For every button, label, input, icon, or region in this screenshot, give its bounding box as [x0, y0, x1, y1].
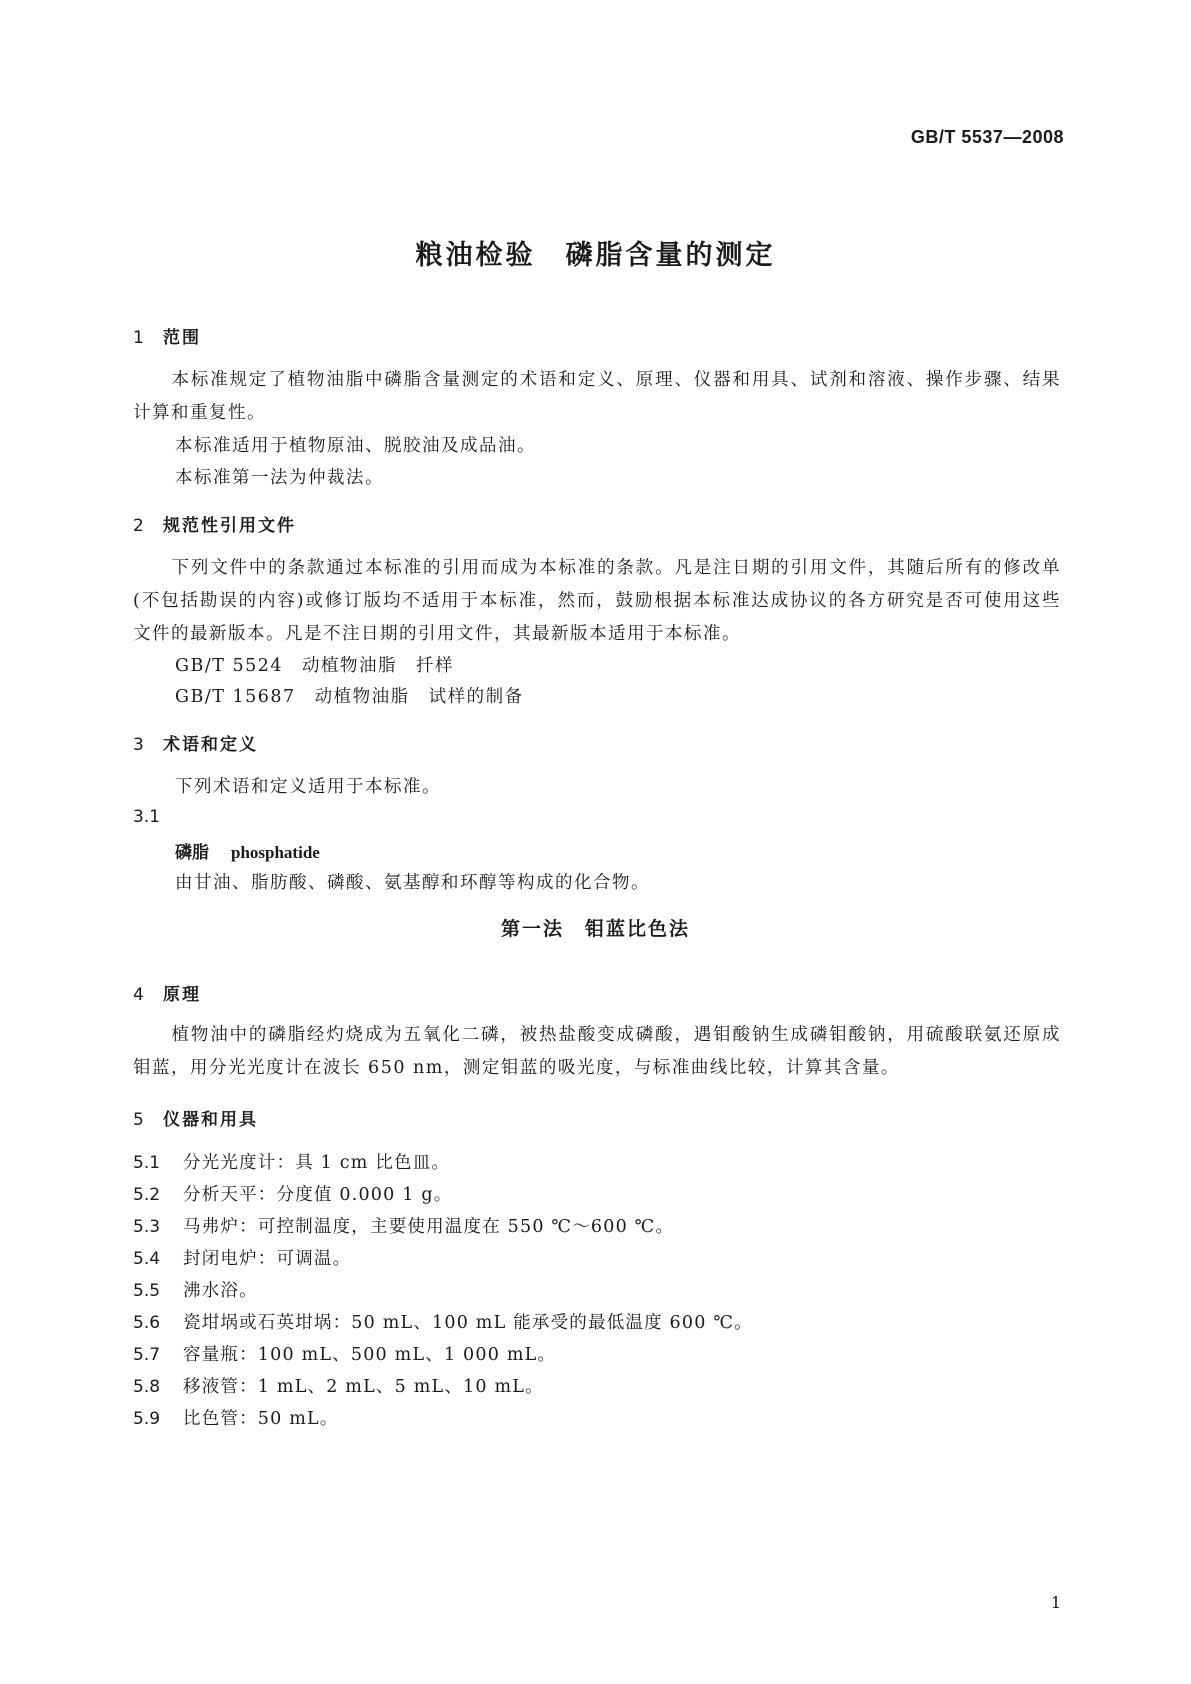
list-item	[133, 1373, 544, 1398]
section-title: 仪器和用具	[163, 1110, 258, 1130]
section-title: 规范性引用文件	[163, 516, 296, 536]
item-number: 5.9	[133, 1409, 161, 1429]
item-text: 分光光度计：具 1 cm 比色皿。	[183, 1153, 451, 1173]
term-definition: 由甘油、脂肪酸、磷酸、氨基醇和环醇等构成的化合物。	[175, 873, 650, 893]
section-4-heading	[133, 980, 201, 1005]
list-item	[133, 1245, 351, 1270]
item-text: 移液管：1 mL、2 mL、5 mL、10 mL。	[183, 1377, 544, 1397]
item-number: 5.2	[133, 1185, 161, 1205]
item-text: 瓷坩埚或石英坩埚：50 mL、100 mL 能承受的最低温度 600 ℃。	[183, 1313, 753, 1333]
page-number: 1	[1050, 1593, 1061, 1612]
section-number: 2	[133, 516, 146, 536]
section-5-heading	[133, 1105, 258, 1130]
normative-reference-1: GB/T 5524 动植物油脂 扦样	[175, 656, 455, 676]
item-number: 5.3	[133, 1217, 161, 1237]
document-title: 粮油检验 磷脂含量的测定	[415, 240, 776, 271]
item-number: 5.6	[133, 1313, 161, 1333]
section-title: 术语和定义	[163, 735, 258, 755]
term-entry	[175, 838, 320, 863]
normative-reference-2: GB/T 15687 动植物油脂 试样的制备	[175, 687, 524, 707]
section-2-heading	[133, 511, 296, 536]
item-text: 比色管：50 mL。	[183, 1409, 339, 1429]
item-number: 5.4	[133, 1249, 161, 1269]
list-item	[133, 1181, 452, 1206]
section-title: 范围	[163, 328, 201, 348]
term-chinese: 磷脂	[175, 843, 209, 863]
item-number: 5.1	[133, 1153, 161, 1173]
section-4-paragraph-1: 植物油中的磷脂经灼烧成为五氧化二磷，被热盐酸变成磷酸，遇钼酸钠生成磷钼酸钠，用硫酸联氨还原成钼蓝，用分光光度计在波长 650 nm，测定钼蓝的吸光度，与标准曲线比较，计算其含量。	[133, 1025, 1061, 1078]
clause-number-3-1: 3.1	[133, 807, 161, 827]
item-text: 封闭电炉：可调温。	[183, 1249, 352, 1269]
section-2-paragraph-1: 下列文件中的条款通过本标准的引用而成为本标准的条款。凡是注日期的引用文件，其随后所有的修改单(不包括勘误的内容)或修订版均不适用于本标准，然而，鼓励根据本标准达成协议的各方研究是否可使用这些文件的最新版本。凡是不注日期的引用文件，其最新版本适用于本标准。	[133, 558, 1061, 644]
section-number: 3	[133, 735, 146, 755]
section-1-heading	[133, 323, 201, 348]
section-number: 1	[133, 328, 146, 348]
section-number: 4	[133, 985, 146, 1005]
item-text: 容量瓶：100 mL、500 mL、1 000 mL。	[183, 1345, 557, 1365]
list-item	[133, 1405, 339, 1430]
section-number: 5	[133, 1110, 146, 1130]
section-title: 原理	[163, 985, 201, 1005]
item-text: 马弗炉：可控制温度，主要使用温度在 550 ℃～600 ℃。	[183, 1217, 675, 1237]
section-1-paragraph-1: 本标准规定了植物油脂中磷脂含量测定的术语和定义、原理、仪器和用具、试剂和溶液、操作步骤、结果计算和重复性。	[133, 370, 1061, 423]
item-text: 沸水浴。	[183, 1281, 258, 1301]
item-number: 5.7	[133, 1345, 161, 1365]
list-item	[133, 1341, 556, 1366]
item-number: 5.5	[133, 1281, 161, 1301]
term-english: phosphatide	[231, 843, 320, 862]
item-text: 分析天平：分度值 0.000 1 g。	[183, 1185, 453, 1205]
method-title: 第一法 钼蓝比色法	[500, 918, 690, 940]
standard-code: GB/T 5537—2008	[910, 127, 1064, 147]
section-3-paragraph-1: 下列术语和定义适用于本标准。	[175, 777, 441, 797]
section-1-paragraph-3: 本标准第一法为仲裁法。	[175, 468, 384, 488]
section-3-heading	[133, 730, 258, 755]
list-item	[133, 1213, 674, 1238]
list-item	[133, 1149, 450, 1174]
list-item	[133, 1309, 753, 1334]
section-1-paragraph-2: 本标准适用于植物原油、脱胶油及成品油。	[175, 436, 536, 456]
item-number: 5.8	[133, 1377, 161, 1397]
list-item	[133, 1277, 258, 1302]
